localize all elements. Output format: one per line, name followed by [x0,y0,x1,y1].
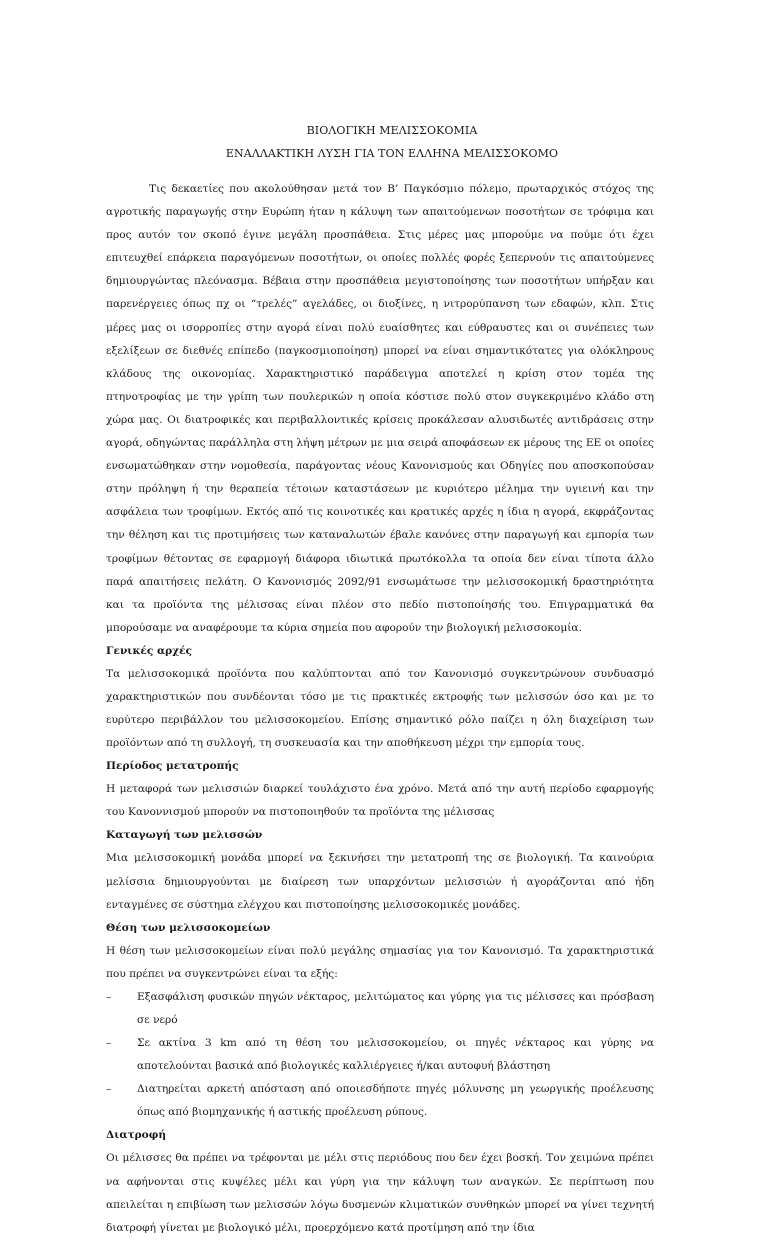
section-heading-feeding: Διατροφή [106,1129,167,1142]
intro-paragraph: Τις δεκαετίες που ακολούθησαν μετά τον Β’ Παγκόσμιο πόλεμο, πρωταρχικός στόχος της αγροτικής παραγωγής στην Ευρώπη ήταν η κάλυψη των απαιτούμενων ποσοτήτων σε τρόφιμα και προς αυτόν τον σκοπό έγινε μεγάλη προσπάθεια. Στις μέρες μας μπορούμε να πούμε ότι έχει επιτευχθεί επάρκεια παραγόμενων ποσοτήτων, οι οποίες πολλές φορές ξεπερνούν τις απαιτούμενες δημιουργώντας πλεόνασμα. Βέβαια στην προσπάθεια μεγιστοποίησης των ποσοτήτων υπήρξαν και παρενέργειες όπως πχ οι “τρελές” αγελάδες, οι διοξίνες, η νιτρορύπανση των εδαφών, κλπ. Στις μέρες μας οι ισορροπίες στην αγορά είναι πολύ ευαίσθητες και εύθραυστες και οι συνέπειες των εξελίξεων σε διεθνές επίπεδο (παγκοσμιοποίηση) μπορεί να είναι σημαντικότατες για ολόκληρους κλάδους της οικονομίας. Χαρακτηριστικό παράδειγμα αποτελεί η κρίση στον τομέα της πτηνοτροφίας με την γρίπη των πουλερικών η οποία κόστισε πολύ στον συγκεκριμένο κλάδο στη χώρα μας. Οι διατροφικές και περιβαλλοντικές κρίσεις προκάλεσαν αλυσιδωτές αντιδράσεις στην αγορά, οδηγώντας παράλληλα στη λήψη μέτρων με μια σειρά αποφάσεων εκ μέρους της ΕΕ οι οποίες ενσωματώθηκαν στην νομοθεσία, παράγοντας νέους Κανονισμούς και Οδηγίες που αποσκοπούσαν στην πρόληψη ή την θεραπεία τέτοιων καταστάσεων με κυριότερο μέλημα την υγιεινή και την ασφάλεια των τροφίμων. Εκτός από τις κοινοτικές και κρατικές αρχές η ίδια η αγορά, εκφράζοντας την θέληση και τις προτιμήσεις των καταναλωτών έβαλε κανόνες στην παραγωγή και εμπορία των τροφίμων θέτοντας σε εφαρμογή διάφορα ιδιωτικά πρωτόκολλα τα οποία δεν είναι τίποτα άλλο παρά απαιτήσεις πελάτη. Ο Κανονισμός 2092/91 ενσωμάτωσε την μελισσοκομική δραστηριότητα και τα προϊόντα της μέλισσας είναι πλέον στο πεδίο πιστοποίησής του. Επιγραμματικά θα μπορούσαμε να αναφέρουμε τα κύρια σημεία που αφορούν την βιολογική μελισσοκομία. [106,183,654,634]
document-subtitle: ΕΝΑΛΛΑΚΤΙΚΗ ΛΥΣΗ ΓΙΑ ΤΟΝ ΕΛΛΗΝΑ ΜΕΛΙΣΣΟΚΟΜΟ [225,147,559,160]
list-item-text: Σε ακτίνα 3 km από τη θέση του μελισσοκομείου, οι πηγές νέκταρος και γύρης να αποτελούνται βασικά από βιολογικές καλλιέργειες ή/και αυτοφυή βλάστηση [137,1037,654,1073]
list-item [106,1032,654,1078]
section-paragraph-feeding: Οι μέλισσες θα πρέπει να τρέφονται με μέλι στις περιόδους που δεν έχει βοσκή. Τον χειμώνα πρέπει να αφήνονται στις κυψέλες μέλι και γύρη για την κάλυψη των αναγκών. Σε περίπτωση που απειλείται η επιβίωση των μελισσών λόγω δυσμενών κλιματικών συνθηκών μπορεί να γίνει τεχνητή διατροφή γίνεται με βιολογικό μέλι, προερχόμενο κατά προτίμηση από την ίδια [106,1152,654,1234]
document-body [106,119,654,1240]
section-heading-conversion-period: Περίοδος μετατροπής [106,760,239,773]
requirements-list [106,986,654,1125]
section-heading-apiary-location: Θέση των μελισσοκομείων [106,921,271,934]
dash-bullet-icon: – [106,1037,112,1050]
section-heading-bee-origin: Καταγωγή των μελισσών [106,829,263,842]
list-item [106,986,654,1032]
dash-bullet-icon: – [106,1083,112,1096]
list-item-text: Εξασφάλιση φυσικών πηγών νέκταρος, μελιτώματος και γύρης για τις μέλισσες και πρόσβαση σε νερό [137,990,654,1026]
dash-bullet-icon: – [106,990,112,1003]
document-title: ΒΙΟΛΟΓΙΚΗ ΜΕΛΙΣΣΟΚΟΜΙΑ [306,124,478,137]
section-paragraph-bee-origin: Μια μελισσοκομική μονάδα μπορεί να ξεκινήσει την μετατροπή της σε βιολογική. Τα καινούρια μελίσσια δημιουργούνται με διαίρεση των υπαρχόντων μελισσιών ή αγοράζονται από ήδη ενταγμένες σε σύστημα ελέγχου και πιστοποίησης μελισσοκομικές μονάδες. [106,852,654,911]
list-item [106,1078,654,1124]
section-heading-general-principles: Γενικές αρχές [106,644,193,657]
section-paragraph-conversion-period: Η μεταφορά των μελισσιών διαρκεί τουλάχιστο ένα χρόνο. Μετά από την αυτή περίοδο εφαρμογής του Κανοννισμού μπορούν να πιστοποιηθούν τα προϊόντα της μέλισσας [106,783,654,819]
section-paragraph-apiary-location: Η θέση των μελισσοκομείων είναι πολύ μεγάλης σημασίας για τον Κανονισμό. Τα χαρακτηριστικά που πρέπει να συγκεντρώνει είναι τα εξής: [106,944,654,980]
section-paragraph-general-principles: Τα μελισσοκομικά προϊόντα που καλύπτονται από τον Κανονισμό συγκεντρώνουν συνδυασμό χαρακτηριστικών που συνδέονται τόσο με τις πρακτικές εκτροφής των μελισσών όσο και με το ευρύτερο περιβάλλον του μελισσοκομείου. Επίσης σημαντικό ρόλο παίζει η όλη διαχείριση των προϊόντων από τη συλλογή, τη συσκευασία και την αποθήκευση μέχρι την εμπορία τους. [106,667,654,750]
list-item-text: Διατηρείται αρκετή απόσταση από οποιεσδήποτε πηγές μόλυνσης μη γεωργικής προέλευσης όπως από βιομηχανικής ή αστικής προέλευση ρύπους. [137,1083,654,1119]
